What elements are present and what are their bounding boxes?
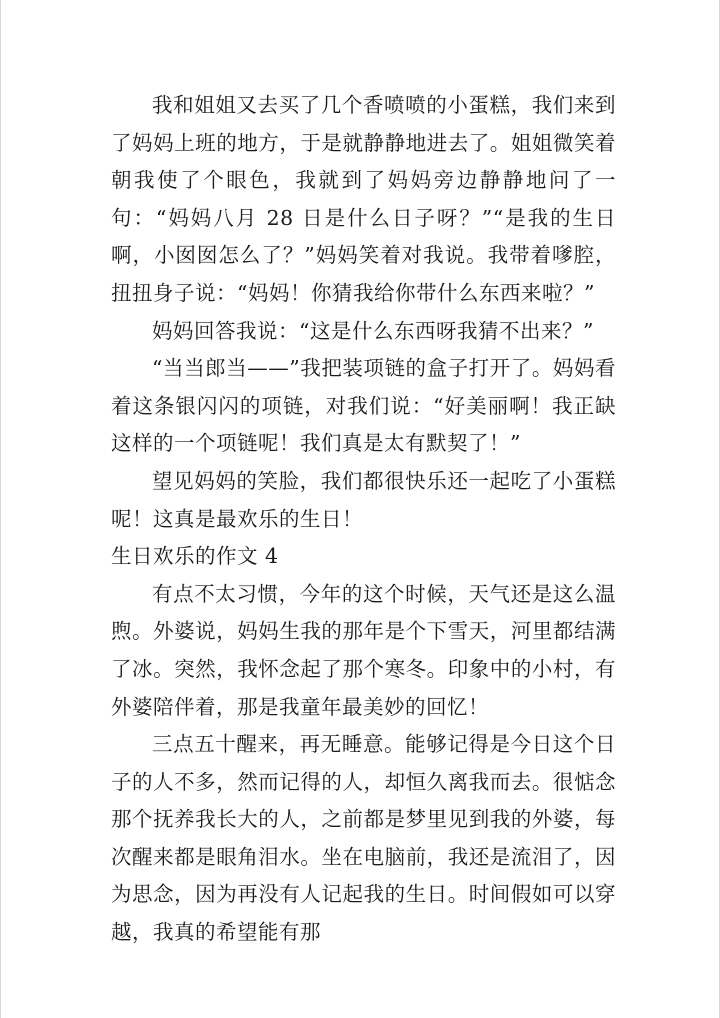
paragraph-grandmother: 三点五十醒来，再无睡意。能够记得是今日这个日子的人不多，然而记得的人，却恒久离我而去。很惦念那个抚养我长大的人，之前都是梦里见到我的外婆，每次醒来都是眼角泪水。坐在电脑前，我还是流泪了，因为思念，因为再没有人记起我的生日。时间假如可以穿越，我真的希望能有那 [111, 732, 616, 945]
essay-heading: 生日欢乐的作文 4 [111, 544, 279, 569]
paragraph-winter-memory: 有点不太习惯，今年的这个时候，天气还是这么温煦。外婆说，妈妈生我的那年是个下雪天，河里都结满了冰。突然，我怀念起了那个寒冬。印象中的小村，有外婆陪伴着，那是我童年最美妙的回忆！ [111, 581, 616, 719]
document-body [111, 87, 616, 952]
paragraph-mother-reply: 妈妈回答我说：“这是什么东西呀我猜不出来？” [152, 318, 594, 343]
paragraph-birthday-cake: 我和姐姐又去买了几个香喷喷的小蛋糕，我们来到了妈妈上班的地方，于是就静静地进去了。姐姐微笑着朝我使了个眼色，我就到了妈妈旁边静静地问了一句：“妈妈八月 28 日是什么日子呀？”“是我的生日啊，小囡囡怎么了？”妈妈笑着对我说。我带着嗲腔，扭扭身子说：“妈妈！你猜我给你带什么东西来啦？” [111, 93, 616, 305]
paragraph-happy-birthday: 望见妈妈的笑脸，我们都很快乐还一起吃了小蛋糕呢！这真是最欢乐的生日！ [111, 468, 616, 531]
paragraph-necklace: “当当郎当——”我把装项链的盒子打开了。妈妈看着这条银闪闪的项链，对我们说：“好美丽啊！我正缺这样的一个项链呢！我们真是太有默契了！” [111, 356, 616, 456]
